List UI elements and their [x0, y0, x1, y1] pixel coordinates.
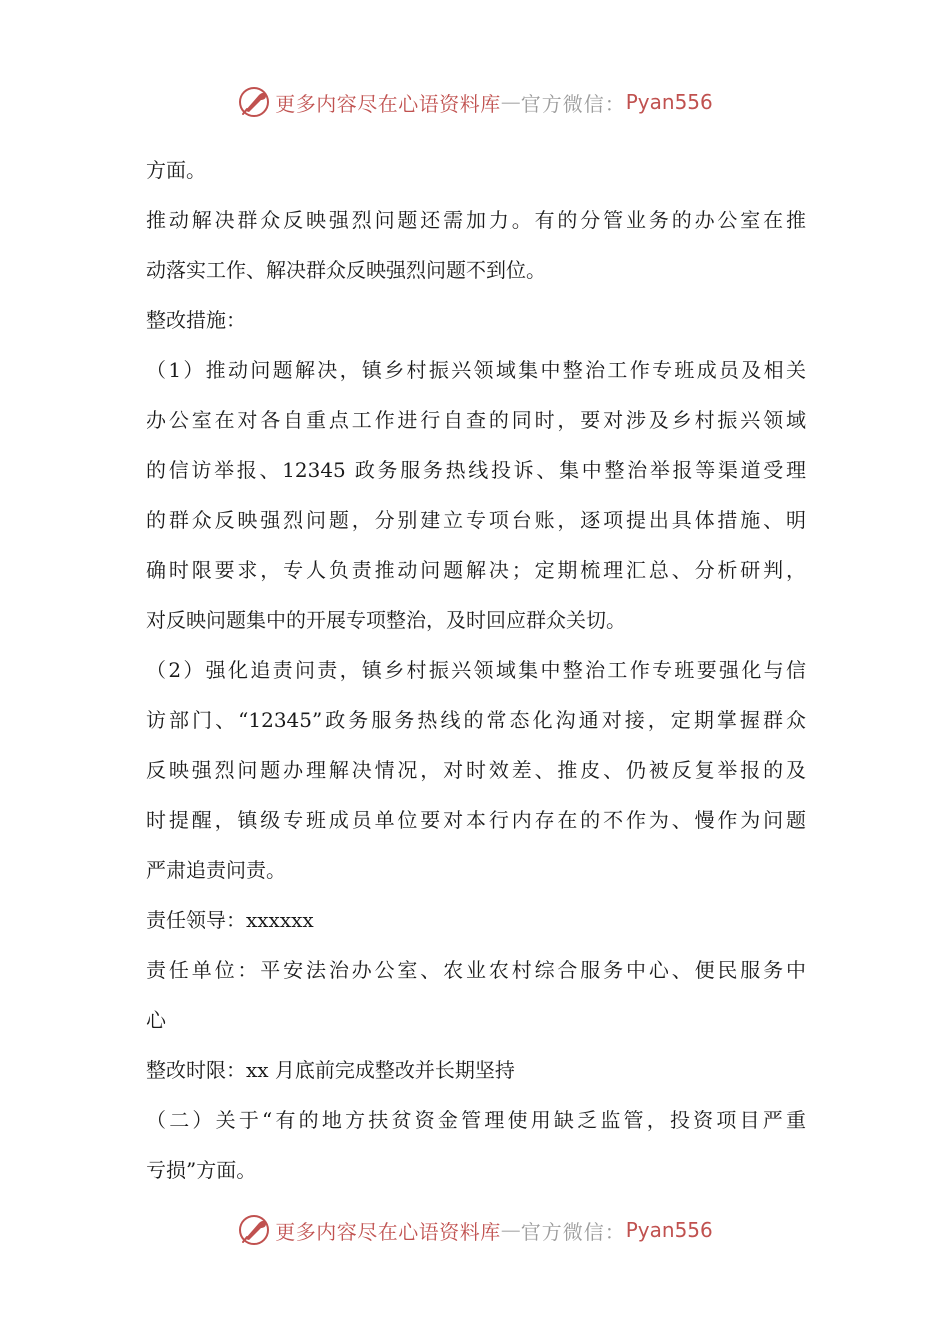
text-line: 推动解决群众反映强烈问题还需加力。有的分管业务的办公室在推 [146, 208, 806, 232]
watermark-official-label: 官方微信： [520, 91, 626, 116]
text-line: 对反映问题集中的开展专项整治，及时回应群众关切。 [146, 608, 626, 632]
text-line: 责任领导：xxxxxx [146, 908, 314, 932]
text-line: 反映强烈问题办理解决情况，对时效差、推皮、仍被反复举报的及 [146, 758, 806, 782]
text-line: 整改措施： [146, 308, 246, 332]
watermark-brand: 更多内容尽在心语资料库 [275, 1219, 501, 1244]
text-line: 责任单位：平安法治办公室、农业农村综合服务中心、便民服务中 [146, 958, 806, 982]
text-line: 动落实工作、解决群众反映强烈问题不到位。 [146, 258, 546, 282]
watermark-wechat-id: Pyan556 [625, 1218, 713, 1242]
text-line: 严肃追责问责。 [146, 858, 286, 882]
watermark-separator: — [500, 1218, 521, 1242]
quill-pen-circle-icon [237, 1213, 271, 1247]
text-line: （二）关于“有的地方扶贫资金管理使用缺乏监管，投资项目严重 [146, 1108, 806, 1132]
document-body [146, 145, 806, 1195]
watermark-official-label: 官方微信： [520, 1219, 626, 1244]
watermark-separator: — [500, 90, 521, 114]
text-line: 确时限要求，专人负责推动问题解决；定期梳理汇总、分析研判， [146, 558, 806, 582]
header-watermark [0, 82, 950, 122]
text-line: 办公室在对各自重点工作进行自查的同时，要对涉及乡村振兴领域 [146, 408, 806, 432]
quill-pen-circle-icon [237, 85, 271, 119]
watermark-brand: 更多内容尽在心语资料库 [275, 91, 501, 116]
text-line: 的信访举报、12345 政务服务热线投诉、集中整治举报等渠道受理 [146, 458, 806, 482]
text-line: 访部门、“12345”政务服务热线的常态化沟通对接，定期掌握群众 [146, 708, 806, 732]
footer-watermark [0, 1210, 950, 1250]
text-line: 时提醒，镇级专班成员单位要对本行内存在的不作为、慢作为问题 [146, 808, 806, 832]
text-line: 方面。 [146, 158, 206, 182]
text-line: 心 [146, 1008, 166, 1032]
text-line: 的群众反映强烈问题，分别建立专项台账，逐项提出具体措施、明 [146, 508, 806, 532]
watermark-wechat-id: Pyan556 [625, 90, 713, 114]
text-line: （1）推动问题解决，镇乡村振兴领域集中整治工作专班成员及相关 [146, 358, 806, 382]
text-line: 亏损”方面。 [146, 1158, 257, 1182]
text-line: 整改时限：xx 月底前完成整改并长期坚持 [146, 1058, 515, 1082]
text-line: （2）强化追责问责，镇乡村振兴领域集中整治工作专班要强化与信 [146, 658, 806, 682]
